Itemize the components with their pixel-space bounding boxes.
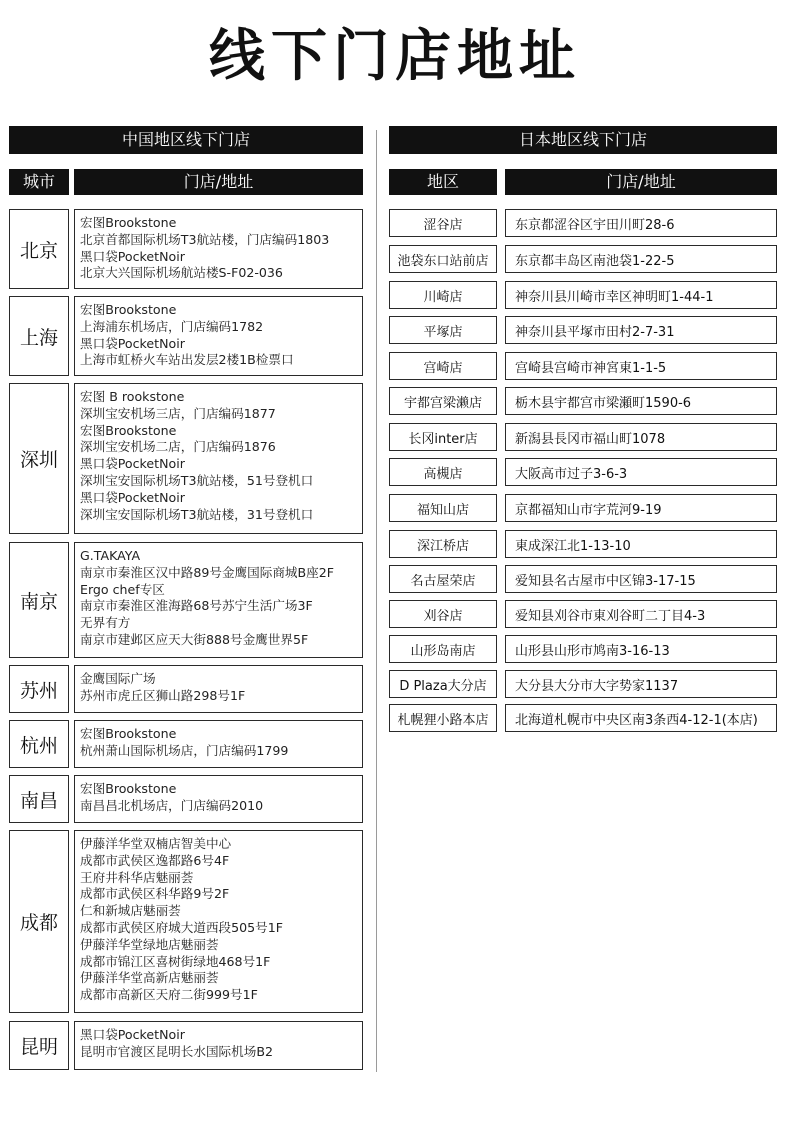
store-line: 苏州市虎丘区狮山路298号1F [80,687,246,703]
store-line: 伊藤洋华堂高新店魅丽荟 [80,970,219,986]
store-line: 伊藤洋华堂双楠店智美中心 [80,836,232,851]
store-line: 黑口袋PocketNoir [80,489,185,505]
china-city-cell: 深圳 [9,383,69,534]
store-line: 南京市秦淮区淮海路68号苏宁生活广场3F [80,598,313,614]
store-line: 宏图Brookstone [80,781,177,796]
store-line: 成都市高新区天府二街999号1F [80,987,258,1003]
store-line: 杭州萧山国际机场店，门店编码1799 [80,742,289,758]
china-city-cell: 苏州 [9,665,69,713]
japan-store-address: 東成深江北1-13-10 [505,530,777,558]
japan-area-column-header: 地区 [389,169,497,195]
store-line: 王府井科华店魅丽荟 [80,869,194,885]
china-city-cell: 南京 [9,542,69,658]
japan-store-address: 栃木县宇都宫市梁瀬町1590-6 [505,387,777,415]
china-address-cell [74,1021,363,1070]
japan-store-name: 高槻店 [389,458,497,486]
store-line: 北京首都国际机场T3航站楼，门店编码1803 [80,231,330,247]
japan-store-name: 刈谷店 [389,600,497,628]
store-line: 黑口袋PocketNoir [80,1027,185,1042]
japan-store-name: 深江桥店 [389,530,497,558]
china-city-cell: 昆明 [9,1021,69,1070]
store-line: 深圳宝安机场二店，门店编码1876 [80,439,276,455]
page-title: 线下门店地址 [209,24,581,89]
column-divider [376,130,377,1072]
japan-store-address: 北海道札幌市中央区南3条西4-12-1(本店) [505,704,777,732]
store-line: 南京市秦淮区汉中路89号金鹰国际商城B座2F [80,564,335,580]
japan-store-name: 宫崎店 [389,352,497,380]
store-line: 深圳宝安机场三店，门店编码1877 [80,405,276,421]
china-address-cell [74,720,363,768]
china-city-cell: 北京 [9,209,69,289]
store-line: 黑口袋PocketNoir [80,456,185,472]
store-line: 黑口袋PocketNoir [80,248,185,264]
china-address-cell [74,665,363,713]
store-line: 伊藤洋华堂绿地店魅丽荟 [80,936,219,952]
store-line: 无界有方 [80,615,131,631]
china-store-column-header: 门店/地址 [74,169,363,195]
china-city-cell: 杭州 [9,720,69,768]
japan-store-address: 东京都涩谷区宇田川町28-6 [505,209,777,237]
store-line: 宏图Brookstone [80,422,177,438]
japan-store-name: 宇都宫梁濑店 [389,387,497,415]
store-line: Ergo chef专区 [80,581,165,597]
japan-store-address: 神奈川县平塚市田村2-7-31 [505,316,777,344]
china-city-cell: 成都 [9,830,69,1013]
store-line: 金鹰国际广场 [80,671,156,686]
china-city-cell: 南昌 [9,775,69,823]
japan-store-name: 山形岛南店 [389,635,497,663]
store-line: 仁和新城店魅丽荟 [80,903,181,919]
china-address-cell [74,296,363,376]
japan-store-address: 京都福知山市字荒河9-19 [505,494,777,522]
china-address-cell [74,209,363,289]
store-line: 宏图 B rookstone [80,389,185,404]
japan-store-name: 川崎店 [389,281,497,309]
japan-store-name: 长冈inter店 [389,423,497,451]
china-section-header: 中国地区线下门店 [9,126,363,154]
japan-store-name: 福知山店 [389,494,497,522]
store-line: 宏图Brookstone [80,215,177,230]
store-line: 成都市武侯区科华路9号2F [80,886,230,902]
store-line: G.TAKAYA [80,548,141,563]
japan-section-header: 日本地区线下门店 [389,126,777,154]
japan-store-address: 山形县山形市鸠南3-16-13 [505,635,777,663]
japan-store-name: 池袋东口站前店 [389,245,497,273]
japan-store-name: 平塚店 [389,316,497,344]
store-line: 上海浦东机场店，门店编码1782 [80,318,264,334]
store-line: 昆明市官渡区昆明长水国际机场B2 [80,1043,273,1059]
store-line: 成都市武侯区逸都路6号4F [80,852,230,868]
japan-store-address: 大分县大分市大字势家1137 [505,670,777,698]
china-address-cell [74,830,363,1013]
japan-store-name: D Plaza大分店 [389,670,497,698]
store-line: 宏图Brookstone [80,302,177,317]
japan-store-address: 神奈川县川崎市幸区神明町1-44-1 [505,281,777,309]
store-line: 深圳宝安国际机场T3航站楼，51号登机口 [80,472,314,488]
china-city-cell: 上海 [9,296,69,376]
japan-store-address: 爱知县刈谷市東刈谷町二丁目4-3 [505,600,777,628]
store-line: 北京大兴国际机场航站楼S-F02-036 [80,265,283,281]
store-line: 成都市锦江区喜树街绿地468号1F [80,953,271,969]
china-address-cell [74,542,363,658]
china-address-cell [74,775,363,823]
china-address-cell [74,383,363,534]
japan-store-address: 宫崎县宫崎市神宮東1-1-5 [505,352,777,380]
store-line: 宏图Brookstone [80,726,177,741]
store-line: 上海市虹桥火车站出发层2楼1B检票口 [80,352,294,368]
store-line: 成都市武侯区府城大道西段505号1F [80,919,284,935]
japan-store-name: 涩谷店 [389,209,497,237]
japan-store-address: 爱知县名古屋市中区锦3-17-15 [505,565,777,593]
japan-store-address: 新潟县長冈市福山町1078 [505,423,777,451]
japan-store-name: 名古屋荣店 [389,565,497,593]
japan-store-column-header: 门店/地址 [505,169,777,195]
store-line: 深圳宝安国际机场T3航站楼，31号登机口 [80,506,314,522]
japan-store-name: 札幌狸小路本店 [389,704,497,732]
store-line: 南昌昌北机场店，门店编码2010 [80,797,264,813]
china-city-column-header: 城市 [9,169,69,195]
store-line: 黑口袋PocketNoir [80,335,185,351]
store-line: 南京市建邺区应天大街888号金鹰世界5F [80,631,309,647]
japan-store-address: 东京都丰岛区南池袋1-22-5 [505,245,777,273]
japan-store-address: 大阪高市过子3-6-3 [505,458,777,486]
